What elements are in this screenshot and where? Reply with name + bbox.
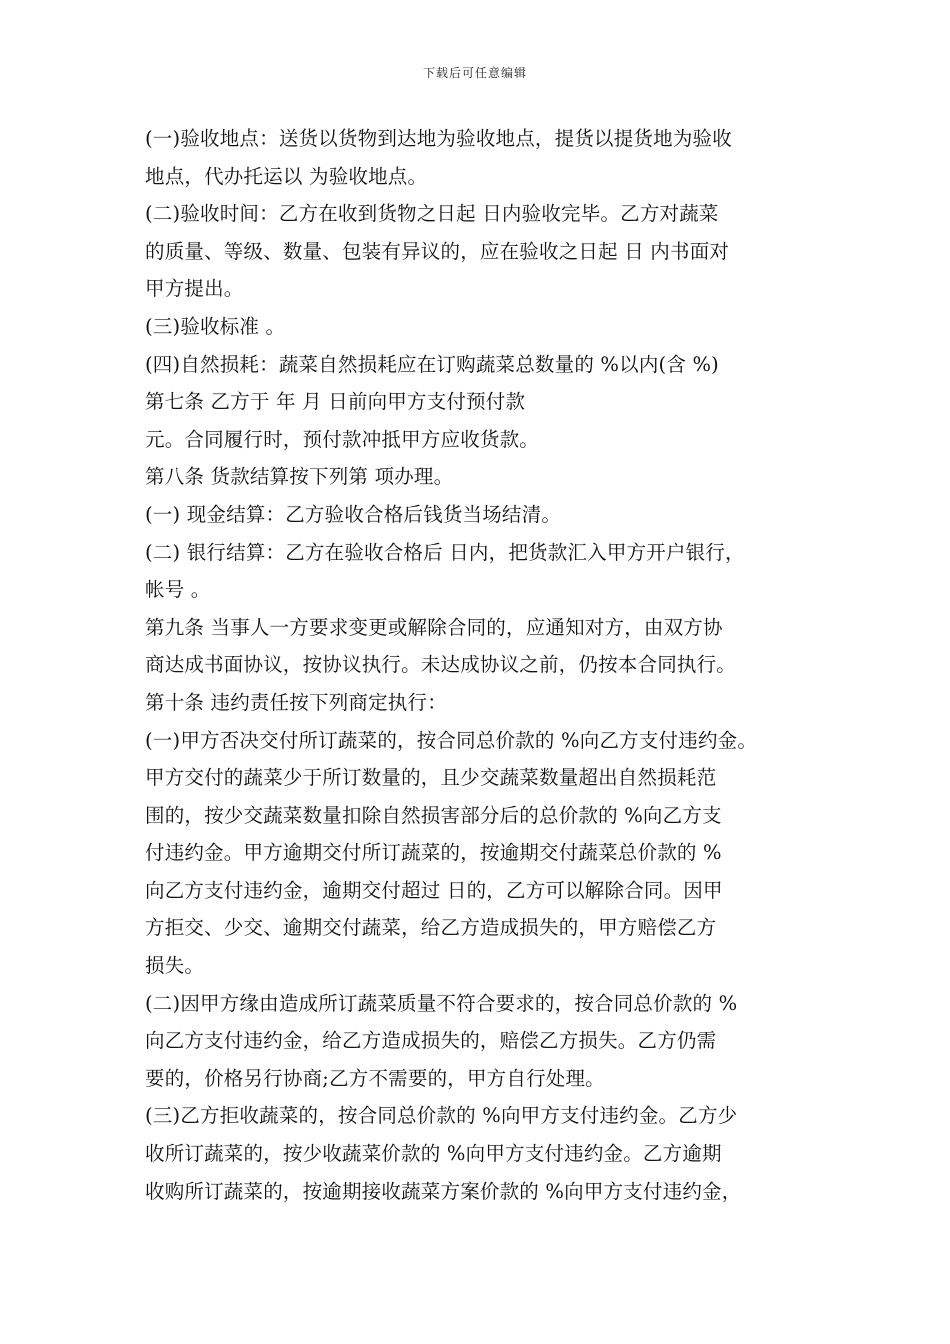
- text-line: 收所订蔬菜的，按少收蔬菜价款的 %向甲方支付违约金。乙方逾期: [145, 1142, 722, 1166]
- text-line: 要的，价格另行协商;乙方不需要的，甲方自行处理。: [145, 1066, 605, 1090]
- text-line: 商达成书面协议，按协议执行。未达成协议之前，仍按本合同执行。: [145, 653, 737, 677]
- text-line: (二) 银行结算：乙方在验收合格后 日内，把货款汇入甲方开户银行，: [145, 540, 745, 564]
- text-line: 第十条 违约责任按下列商定执行：: [145, 690, 447, 714]
- text-line: (一)甲方否决交付所订蔬菜的，按合同总价款的 %向乙方支付违约金。: [145, 728, 758, 752]
- text-line: 元。合同履行时，预付款冲抵甲方应收货款。: [145, 427, 540, 451]
- text-line: 第八条 货款结算按下列第 项办理。: [145, 465, 454, 489]
- text-line: 损失。: [145, 954, 205, 978]
- text-line: 第七条 乙方于 年 月 日前向甲方支付预付款: [145, 390, 526, 414]
- text-line: 甲方交付的蔬菜少于所订数量的，且少交蔬菜数量超出自然损耗范: [145, 766, 717, 790]
- text-line: 围的，按少交蔬菜数量扣除自然损害部分后的总价款的 %向乙方支: [145, 803, 722, 827]
- text-line: 第九条 当事人一方要求变更或解除合同的，应通知对方，由双方协: [145, 615, 723, 639]
- text-line: 地点，代办托运以 为验收地点。: [145, 164, 428, 188]
- text-line: (二)因甲方缘由造成所订蔬菜质量不符合要求的，按合同总价款的 %: [145, 991, 738, 1015]
- text-line: 方拒交、少交、逾期交付蔬菜，给乙方造成损失的，甲方赔偿乙方: [145, 916, 717, 940]
- text-line: 向乙方支付违约金，给乙方造成损失的，赔偿乙方损失。乙方仍需: [145, 1029, 717, 1053]
- text-line: 甲方提出。: [145, 277, 244, 301]
- text-line: (二)验收时间：乙方在收到货物之日起 日内验收完毕。乙方对蔬菜: [145, 202, 719, 226]
- text-line: 帐号 。: [145, 578, 211, 602]
- text-line: 向乙方支付违约金，逾期交付超过 日的，乙方可以解除合同。因甲: [145, 878, 723, 902]
- text-line: 付违约金。甲方逾期交付所订蔬菜的，按逾期交付蔬菜总价款的 %: [145, 841, 722, 865]
- document-body: [145, 120, 825, 1210]
- text-line: (三)乙方拒收蔬菜的，按合同总价款的 %向甲方支付违约金。乙方少: [145, 1104, 738, 1128]
- text-line: 收购所订蔬菜的，按逾期接收蔬菜方案价款的 %向甲方支付违约金，: [145, 1179, 742, 1203]
- text-line: (一) 现金结算：乙方验收合格后钱货当场结清。: [145, 502, 562, 526]
- text-line: (一)验收地点：送货以货物到达地为验收地点，提货以提货地为验收: [145, 127, 732, 150]
- text-line: 的质量、等级、数量、包装有异议的，应在验收之日起 日 内书面对: [145, 239, 730, 263]
- page-header-note: 下载后可任意编辑: [422, 66, 527, 80]
- text-line: (三)验收标准 。: [145, 314, 286, 338]
- text-line: (四)自然损耗：蔬菜自然损耗应在订购蔬菜总数量的 %以内(含 %): [145, 352, 719, 376]
